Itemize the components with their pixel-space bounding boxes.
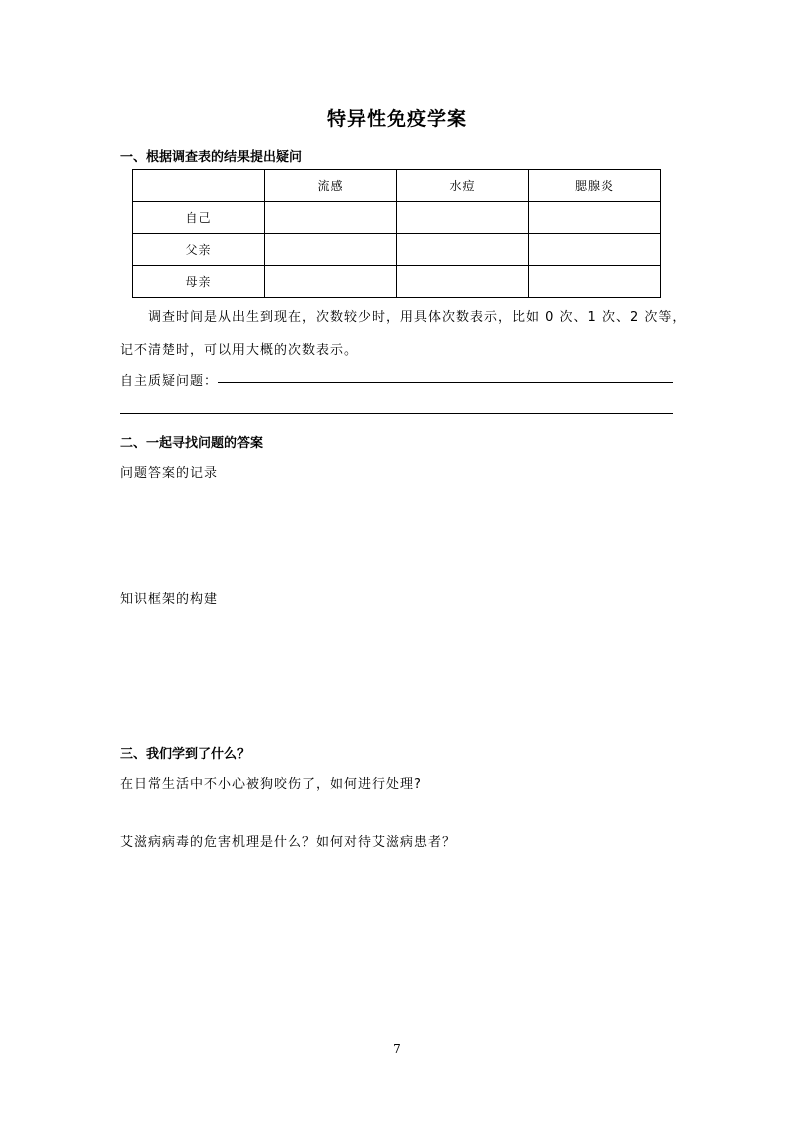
table-cell[interactable] [397, 234, 529, 266]
row-label-cell: 父亲 [133, 234, 265, 266]
framework-label: 知识框架的构建 [120, 592, 219, 607]
table-header-cell: 水痘 [397, 170, 529, 202]
table-cell[interactable] [529, 234, 661, 266]
table-cell[interactable] [265, 266, 397, 298]
question-answer-line[interactable] [218, 382, 673, 383]
survey-note-line2: 记不清楚时，可以用大概的次数表示。 [120, 343, 359, 358]
table-header-cell: 腮腺炎 [529, 170, 661, 202]
section3-heading: 三、我们学到了什么？ [120, 747, 251, 762]
table-cell[interactable] [529, 202, 661, 234]
question-label: 自主质疑问题： [120, 374, 219, 389]
table-cell[interactable] [265, 234, 397, 266]
table-row [133, 202, 661, 234]
table-cell[interactable] [265, 202, 397, 234]
table-cell[interactable] [397, 266, 529, 298]
row-label-cell: 自己 [133, 202, 265, 234]
section1-heading: 一、根据调查表的结果提出疑问 [120, 150, 303, 165]
table-header-cell [133, 170, 265, 202]
section2-heading: 二、一起寻找问题的答案 [120, 436, 264, 451]
row-label-cell: 母亲 [133, 266, 265, 298]
survey-note-line1: 调查时间是从出生到现在，次数较少时，用具体次数表示，比如 0 次、1 次、2 次等， [148, 310, 687, 325]
table-header-row [133, 170, 661, 202]
question-aids: 艾滋病病毒的危害机理是什么？如何对待艾滋病患者？ [120, 835, 457, 850]
page-number: 7 [393, 1042, 401, 1056]
table-header-cell: 流感 [265, 170, 397, 202]
table-cell[interactable] [397, 202, 529, 234]
table-cell[interactable] [529, 266, 661, 298]
table-row [133, 266, 661, 298]
question-answer-line[interactable] [120, 413, 673, 414]
document-title: 特异性免疫学案 [326, 108, 467, 130]
record-label: 问题答案的记录 [120, 466, 219, 481]
survey-table [132, 169, 661, 298]
question-dog-bite: 在日常生活中不小心被狗咬伤了，如何进行处理? [120, 777, 422, 792]
table-row [133, 234, 661, 266]
